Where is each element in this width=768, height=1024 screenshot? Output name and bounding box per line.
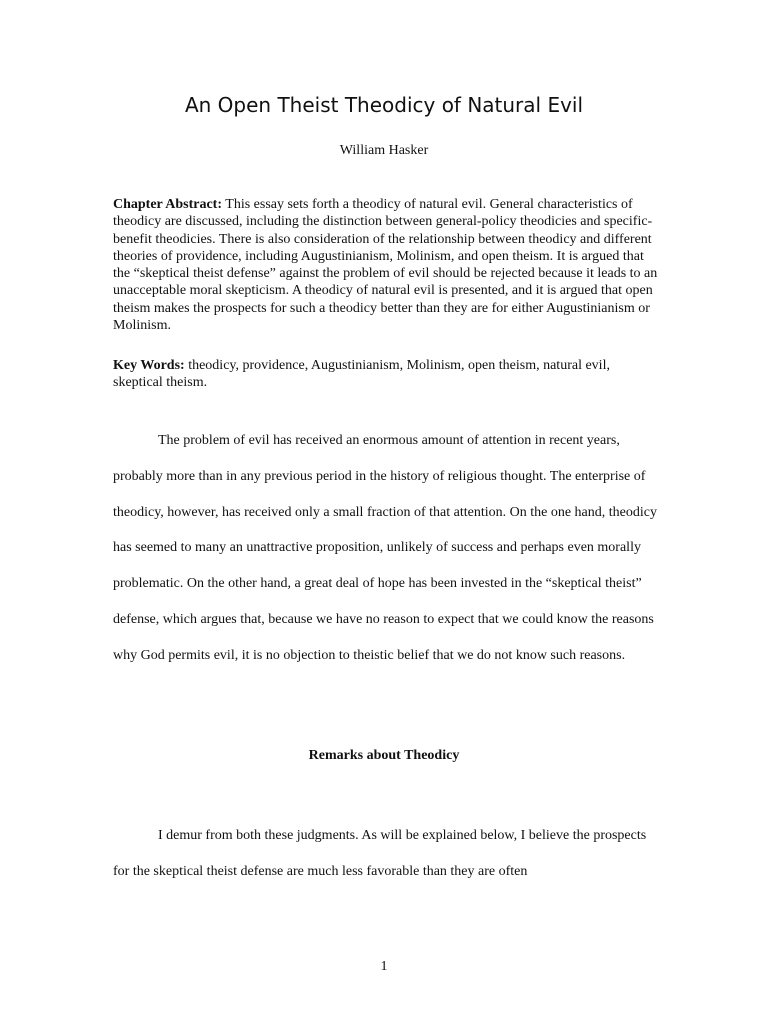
- chapter-abstract: [113, 196, 658, 334]
- section-heading: Remarks about Theodicy: [308, 748, 460, 763]
- document-title: An Open Theist Theodicy of Natural Evil: [184, 93, 584, 117]
- body-paragraph-1: The problem of evil has received an enormous amount of attention in recent years, probably more than in any previous period in the history of religious thought. The enterprise of theodicy, however, has received only a small fraction of that attention. On the one hand, theodicy has seemed to many an unattractive proposition, unlikely of success and perhaps even morally problematic. On the other hand, a great deal of hope has been invested in the “skeptical theist” defense, which argues that, because we have no reason to expect that we could know the reasons why God permits evil, it is no objection to theistic belief that we do not know such reasons.: [113, 433, 657, 663]
- abstract-text: This essay sets forth a theodicy of natural evil. General characteristics of theodicy are discussed, including the distinction between general-policy theodicies and specific-benefit theodicies. There is also consideration of the relationship between theodicy and different theories of providence, including Augustinianism, Molinism, and open theism. It is argued that the “skeptical theist defense” against the problem of evil should be rejected because it leads to an unacceptable moral skepticism. A theodicy of natural evil is presented, and it is argued that open theism makes the prospects for such a theodicy better than they are for either Augustinianism or Molinism.: [113, 197, 658, 334]
- key-words: [113, 357, 658, 392]
- keywords-label: Key Words:: [113, 358, 185, 373]
- page-number: 1: [380, 959, 388, 974]
- body-paragraph-2: I demur from both these judgments. As will be explained below, I believe the prospects for the skeptical theist defense are much less favorable than they are often: [113, 828, 647, 879]
- abstract-label: Chapter Abstract:: [113, 197, 223, 212]
- keywords-text: theodicy, providence, Augustinianism, Molinism, open theism, natural evil, skeptical theism.: [113, 358, 610, 391]
- author-name: William Hasker: [339, 143, 429, 158]
